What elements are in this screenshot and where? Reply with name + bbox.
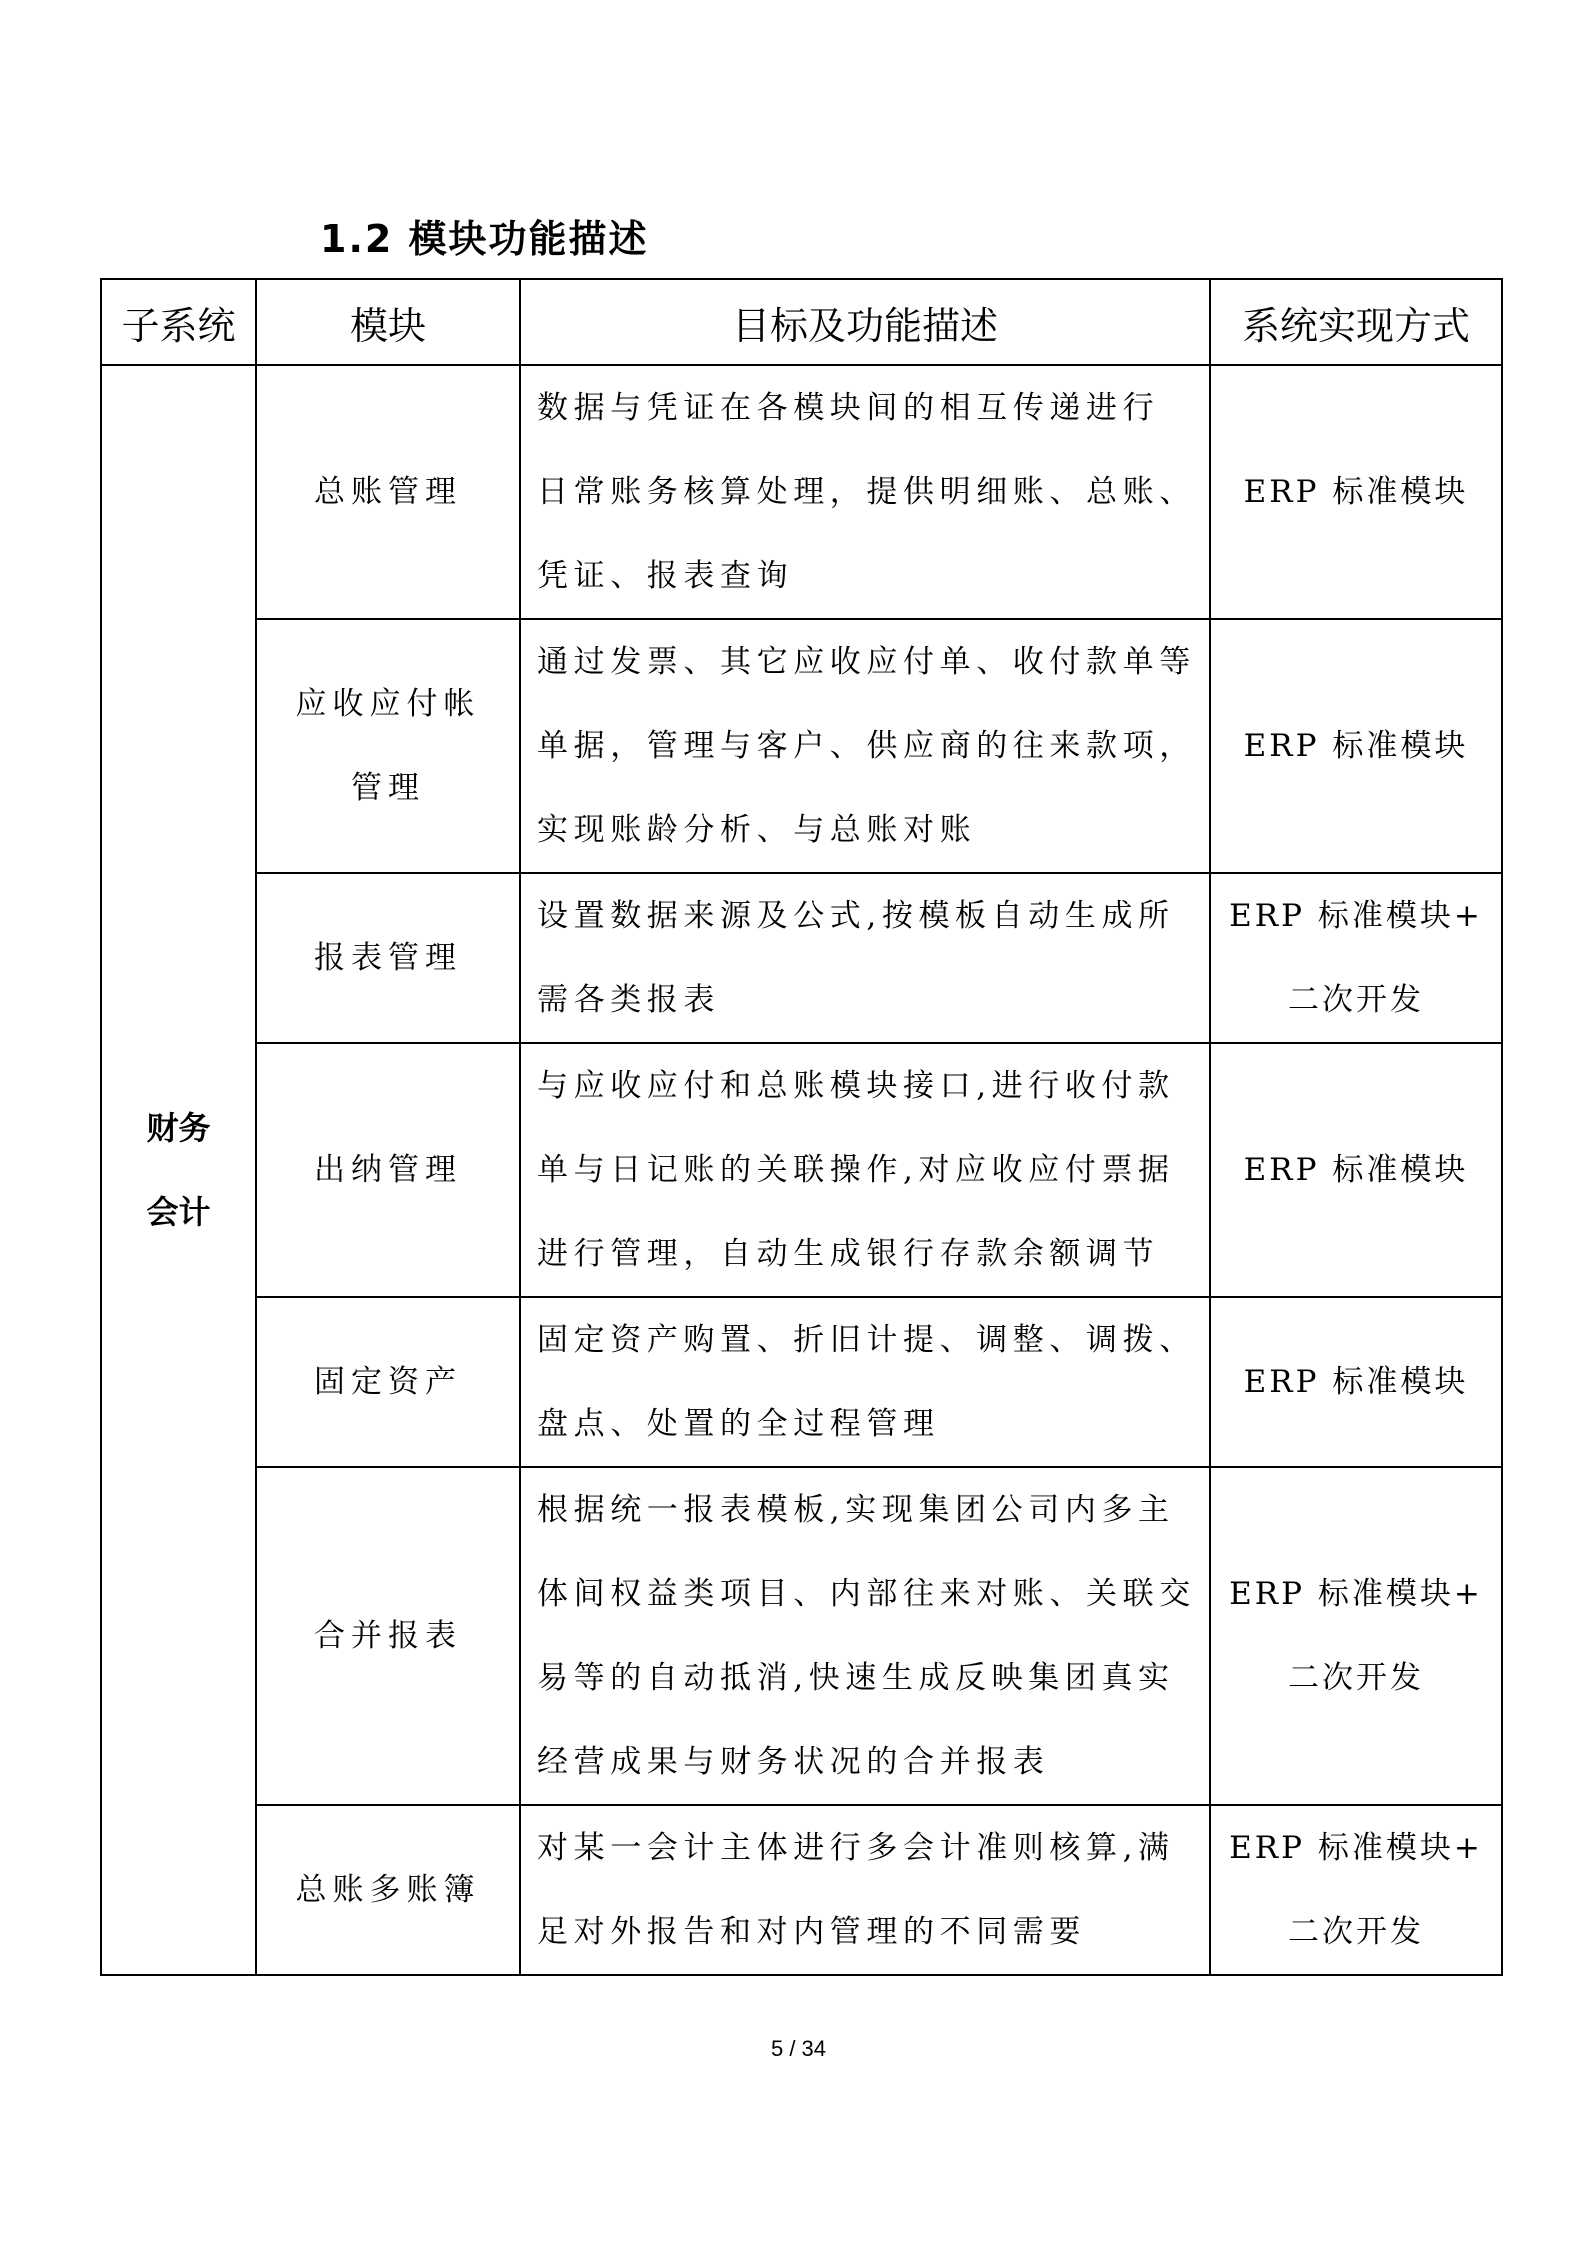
description-cell-line: 进行管理，自动生成银行存款余额调节 [537,1236,1160,1272]
header-subsystem: 子系统 [101,279,256,365]
module-cell [256,365,520,619]
module-cell [256,1297,520,1467]
module-function-table [100,278,1503,1976]
table-row [101,619,1502,873]
implementation-cell-line: ERP 标准模块+ [1229,898,1483,934]
section-title: 1.2 模块功能描述 [320,217,649,261]
implementation-cell-line: 二次开发 [1288,1660,1424,1696]
module-cell-line: 出纳管理 [314,1152,462,1188]
subsystem-label: 财务 [146,1109,211,1147]
description-cell [520,619,1210,873]
module-cell [256,619,520,873]
description-cell-line: 体间权益类项目、内部往来对账、关联交 [537,1576,1196,1612]
table-header-row [101,279,1502,365]
description-cell-line: 单据，管理与客户、供应商的往来款项， [537,728,1196,764]
implementation-cell [1210,619,1502,873]
table-row [101,1805,1502,1975]
description-cell [520,1043,1210,1297]
description-cell-line: 盘点、处置的全过程管理 [537,1406,940,1442]
implementation-cell [1210,1297,1502,1467]
table-row [101,1297,1502,1467]
description-cell-line: 设置数据来源及公式,按模板自动生成所 [537,898,1175,934]
module-cell [256,873,520,1043]
implementation-cell-line: ERP 标准模块+ [1229,1830,1483,1866]
implementation-cell-line: ERP 标准模块 [1243,1364,1469,1400]
description-cell [520,1297,1210,1467]
description-cell-line: 经营成果与财务状况的合并报表 [537,1744,1050,1780]
module-cell [256,1805,520,1975]
implementation-cell [1210,1805,1502,1975]
implementation-cell [1210,1467,1502,1805]
description-cell-line: 数据与凭证在各模块间的相互传递进行 [537,390,1160,426]
module-cell-line: 总账多账簿 [295,1872,481,1908]
description-cell [520,365,1210,619]
description-cell-line: 需各类报表 [537,982,720,1018]
description-cell [520,1467,1210,1805]
table-row [101,1043,1502,1297]
description-cell-line: 固定资产购置、折旧计提、调整、调拨、 [537,1322,1196,1358]
implementation-cell-line: ERP 标准模块 [1243,728,1469,764]
module-cell-line: 总账管理 [314,474,462,510]
description-cell-line: 凭证、报表查询 [537,558,794,594]
module-cell-line: 管理 [351,770,425,806]
description-cell-line: 通过发票、其它应收应付单、收付款单等 [537,644,1196,680]
subsystem-label: 会计 [146,1193,211,1231]
description-cell-line: 单与日记账的关联操作,对应收应付票据 [537,1152,1175,1188]
implementation-cell-line: ERP 标准模块 [1243,474,1469,510]
description-cell-line: 实现账龄分析、与总账对账 [537,812,977,848]
module-cell-line: 固定资产 [314,1364,462,1400]
module-cell [256,1043,520,1297]
description-cell-line: 根据统一报表模板,实现集团公司内多主 [537,1492,1175,1528]
implementation-cell-line: 二次开发 [1288,982,1424,1018]
description-cell-line: 易等的自动抵消,快速生成反映集团真实 [537,1660,1175,1696]
module-cell-line: 合并报表 [314,1618,462,1654]
table-row [101,1467,1502,1805]
page-number: 5 / 34 [770,2036,827,2061]
header-description: 目标及功能描述 [520,279,1210,365]
description-cell-line: 日常账务核算处理，提供明细账、总账、 [537,474,1196,510]
implementation-cell-line: ERP 标准模块 [1243,1152,1469,1188]
description-cell-line: 足对外报告和对内管理的不同需要 [537,1914,1086,1950]
description-cell-line: 对某一会计主体进行多会计准则核算,满 [537,1830,1175,1866]
implementation-cell [1210,1043,1502,1297]
table-row [101,365,1502,619]
description-cell-line: 与应收应付和总账模块接口,进行收付款 [537,1068,1175,1104]
description-cell [520,873,1210,1043]
module-cell [256,1467,520,1805]
header-implementation: 系统实现方式 [1210,279,1502,365]
header-module: 模块 [256,279,520,365]
table-row [101,873,1502,1043]
subsystem-cell [101,365,256,1975]
implementation-cell-line: ERP 标准模块+ [1229,1576,1483,1612]
implementation-cell-line: 二次开发 [1288,1914,1424,1950]
module-cell-line: 报表管理 [314,940,462,976]
implementation-cell [1210,365,1502,619]
implementation-cell [1210,873,1502,1043]
module-cell-line: 应收应付帐 [295,686,481,722]
description-cell [520,1805,1210,1975]
